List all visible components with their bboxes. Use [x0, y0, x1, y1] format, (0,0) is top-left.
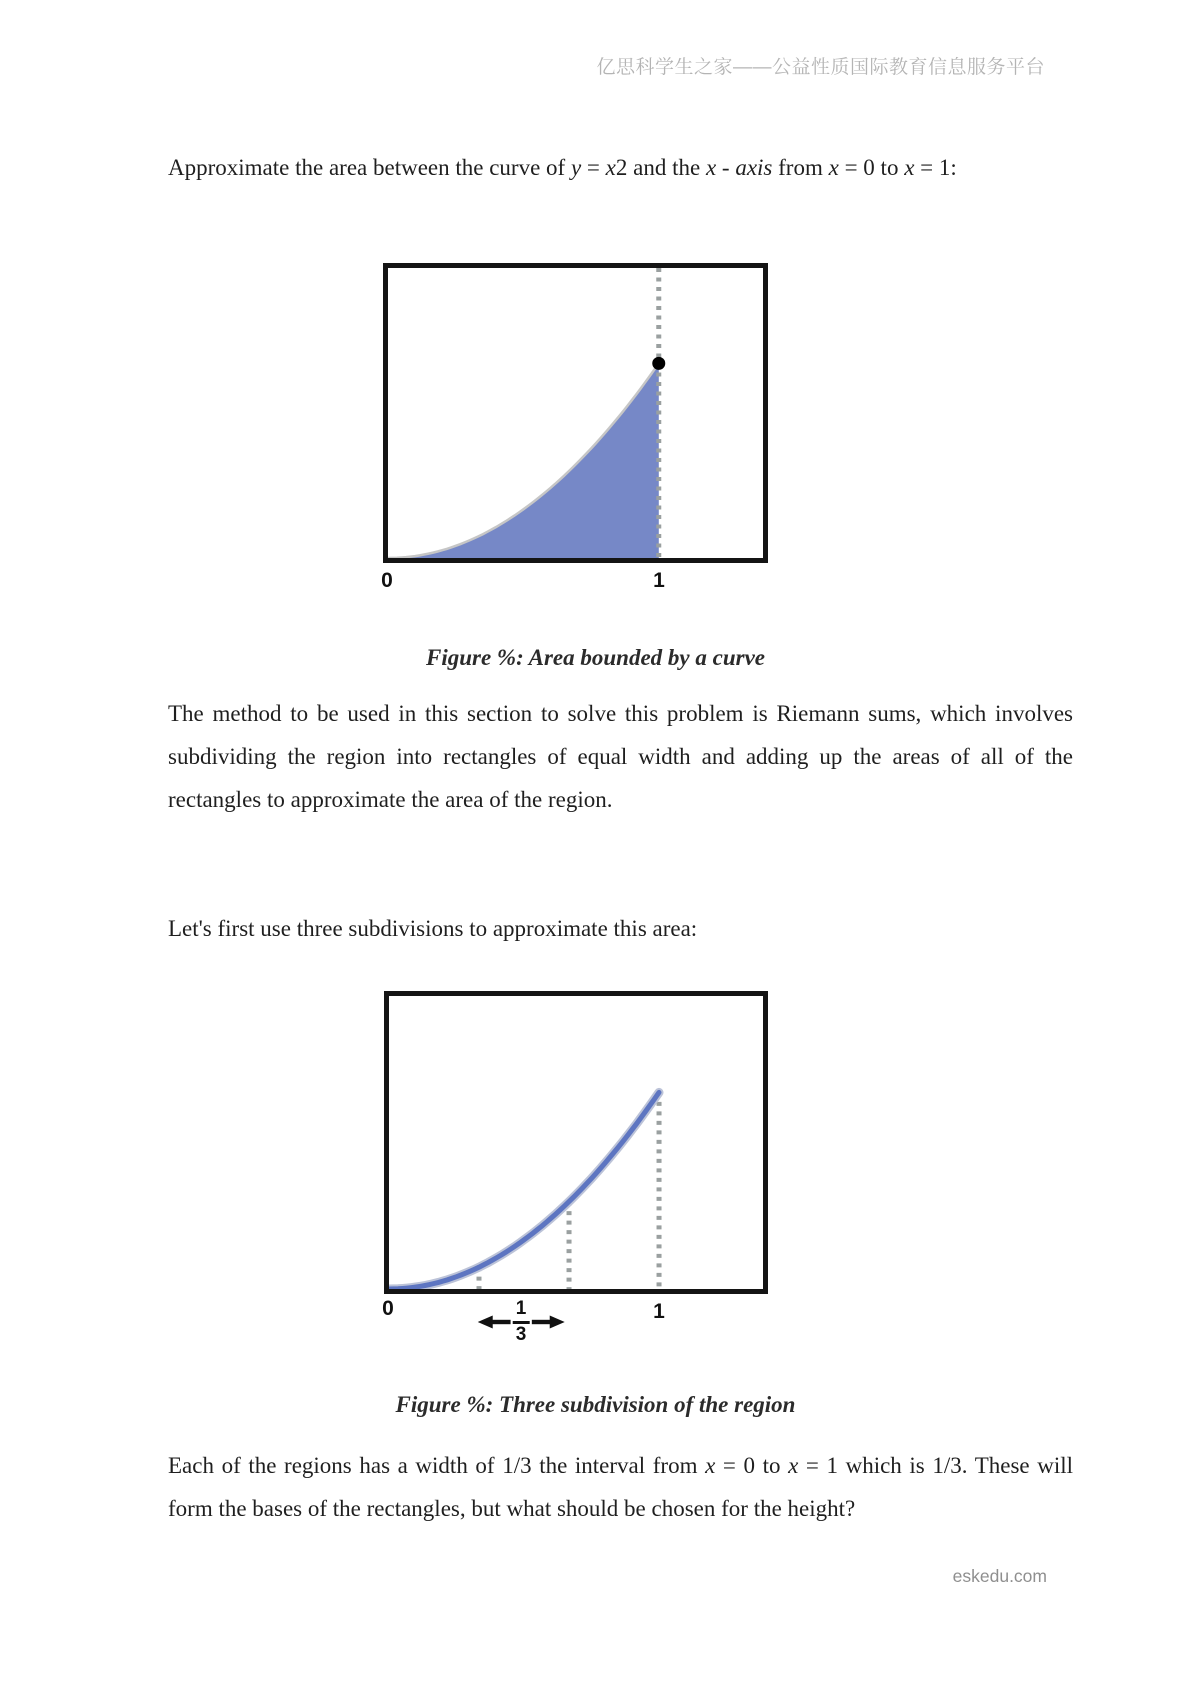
fraction-denominator: 3: [515, 1323, 527, 1345]
site-footer-text: eskedu.com: [952, 1566, 1047, 1586]
subdivision-width-label: [478, 1299, 565, 1345]
figure1-plot-box: [383, 263, 768, 563]
width-arrow-right-icon: [531, 1315, 564, 1329]
method-paragraph: The method to be used in this section to solve this problem is Riemann sums, which involves subdividing the region into rectangles of equal width and adding up the areas of all of the rectangles to approximate the area of the region.: [168, 701, 1073, 812]
figure1-xtick-1: 1: [653, 569, 665, 592]
width-paragraph: Each of the regions has a width of 1/3 the interval from x = 0 to x = 1 which is 1/3. These will form the bases of the rectangles, but what should be chosen for the height?: [168, 1453, 1073, 1521]
figure-area-under-curve: [381, 263, 768, 592]
fraction-numerator: 1: [513, 1299, 530, 1324]
figure1-xtick-0: 0: [381, 569, 393, 592]
figure1-canvas: [388, 268, 763, 558]
figure-three-subdivisions: [382, 991, 768, 1345]
one-third-fraction: [513, 1299, 530, 1345]
width-arrow-left-icon: [478, 1315, 511, 1329]
intro-paragraph: Approximate the area between the curve of y = x2 and the x - axis from x = 0 to x = 1:: [168, 155, 957, 180]
figure2-canvas: [389, 996, 763, 1289]
figure2-xtick-0: 0: [382, 1297, 394, 1320]
figure2-plot-box: [384, 991, 768, 1294]
subdivisions-intro-paragraph: Let's first use three subdivisions to approximate this area:: [168, 916, 698, 941]
figure2-xtick-1: 1: [653, 1300, 665, 1323]
figure2-caption: Figure %: Three subdivision of the region: [395, 1392, 796, 1417]
site-header-text: 亿思科学生之家——公益性质国际教育信息服务平台: [596, 57, 1045, 78]
figure1-caption: Figure %: Area bounded by a curve: [425, 645, 765, 670]
